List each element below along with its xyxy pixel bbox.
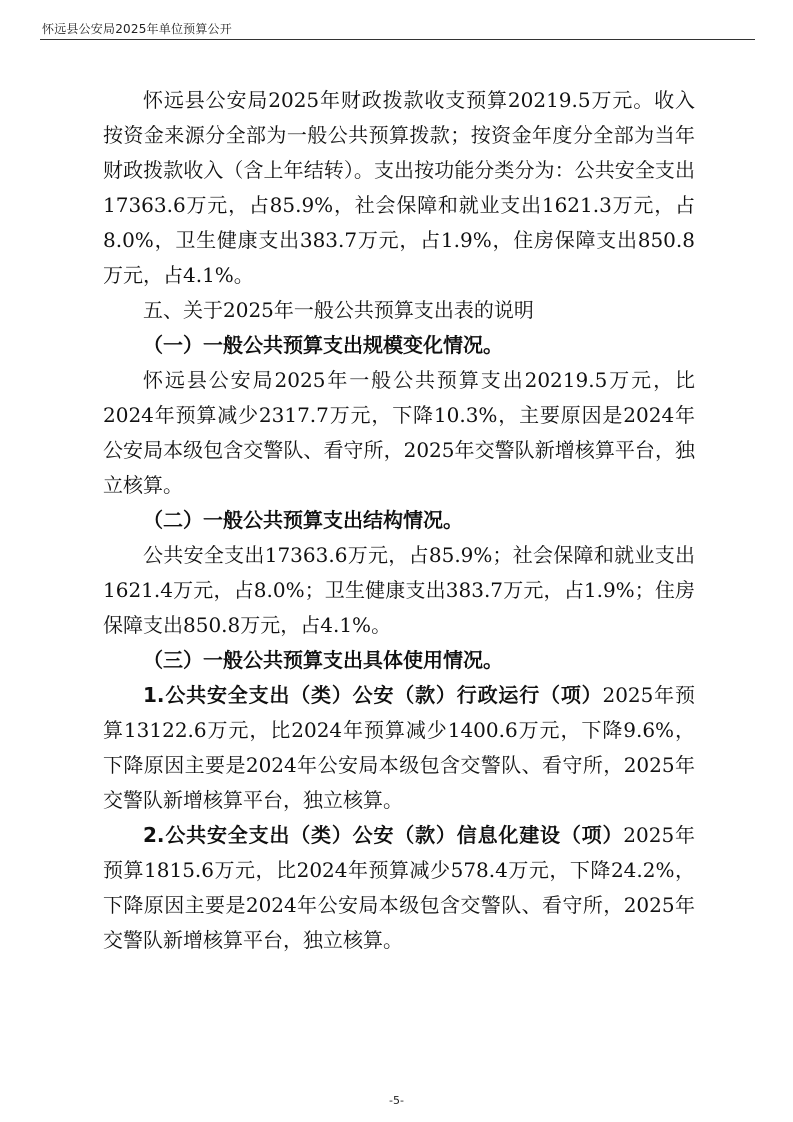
header-divider [40, 39, 755, 40]
page-header-title: 怀远县公安局2025年单位预算公开 [42, 22, 232, 36]
document-body [103, 83, 695, 958]
item-1-lead: 1.公共安全支出（类）公安（款）行政运行（项） [143, 683, 603, 707]
subsection-1-heading: （一）一般公共预算支出规模变化情况。 [143, 333, 503, 357]
paragraph-item-1 [103, 678, 695, 818]
paragraph-scale-change: 怀远县公安局2025年一般公共预算支出20219.5万元，比2024年预算减少2317.7万元，下降10.3%，主要原因是2024年公安局本级包含交警队、看守所，2025年交警队新增核算平台，独立核算。 [103, 368, 695, 497]
paragraph-structure: 公共安全支出17363.6万元，占85.9%；社会保障和就业支出1621.4万元，占8.0%；卫生健康支出383.7万元，占1.9%；住房保障支出850.8万元，占4.1%。 [103, 543, 695, 637]
subsection-3-heading: （三）一般公共预算支出具体使用情况。 [143, 648, 503, 672]
item-2-text: 2025年预算1815.6万元，比2024年预算减少578.4万元，下降24.2%，下降原因主要是2024年公安局本级包含交警队、看守所，2025年交警队新增核算平台，独立核算。 [103, 823, 695, 952]
page-number: -5- [389, 1094, 404, 1107]
paragraph-item-2 [103, 818, 695, 958]
paragraph-budget-overview: 怀远县公安局2025年财政拨款收支预算20219.5万元。收入按资金来源分全部为一般公共预算拨款；按资金年度分全部为当年财政拨款收入（含上年结转）。支出按功能分类分为：公共安全支出17363.6万元，占85.9%，社会保障和就业支出1621.3万元，占8.0%，卫生健康支出383.7万元，占1.9%，住房保障支出850.8万元，占4.1%。 [103, 88, 695, 287]
section-5-heading: 五、关于2025年一般公共预算支出表的说明 [143, 298, 534, 322]
item-2-lead: 2.公共安全支出（类）公安（款）信息化建设（项） [143, 823, 624, 847]
subsection-2-heading: （二）一般公共预算支出结构情况。 [143, 508, 463, 532]
item-1-text: 2025年预算13122.6万元，比2024年预算减少1400.6万元，下降9.6%，下降原因主要是2024年公安局本级包含交警队、看守所，2025年交警队新增核算平台，独立核算。 [103, 683, 695, 812]
